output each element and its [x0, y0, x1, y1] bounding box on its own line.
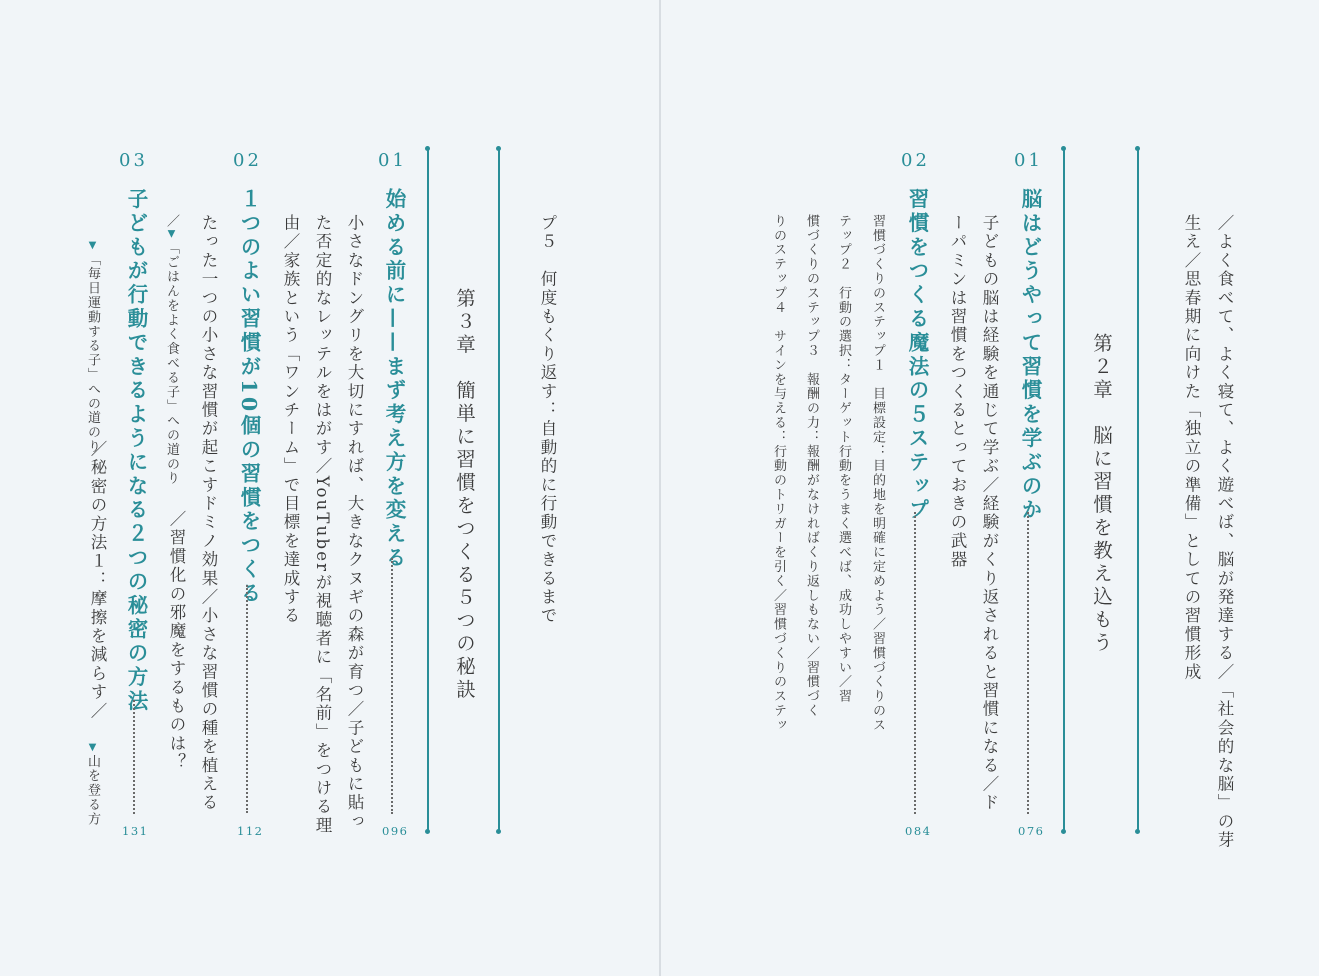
- page-number: 112: [237, 824, 264, 838]
- chapter-divider: [498, 148, 500, 832]
- toc-continuation: プ５ 何度もくり返す：自動的に行動できるまで: [538, 214, 557, 626]
- leader-dots: [391, 558, 393, 814]
- chapter-divider: [1137, 148, 1139, 832]
- chapter-title: 第２章 脳に習慣を教え込もう: [1090, 333, 1113, 655]
- summary-part: 山を登る方: [85, 754, 100, 827]
- left-page: [0, 0, 659, 976]
- section-divider: [1063, 148, 1065, 832]
- section-summary: [161, 214, 181, 486]
- triangle-down-icon: ▼: [87, 240, 98, 253]
- section-number: 01: [378, 150, 407, 171]
- section-title: 脳はどうやって習慣を学ぶのか: [1018, 188, 1042, 523]
- right-page: [661, 0, 1319, 976]
- section-number: 02: [233, 150, 262, 171]
- page-number: 096: [382, 824, 409, 838]
- leader-dots: [914, 512, 916, 814]
- section-number: 02: [901, 150, 930, 171]
- leader-dots: [133, 700, 135, 814]
- triangle-down-icon: ▼: [166, 228, 177, 241]
- section-title: 習慣をつくる魔法の５ステップ: [905, 188, 929, 523]
- section-number: 03: [119, 150, 148, 171]
- section-summary: ／秘密の方法１：摩擦を減らす／: [88, 440, 107, 721]
- section-number: 01: [1014, 150, 1043, 171]
- page-number: 076: [1018, 824, 1045, 838]
- section-divider: [427, 148, 429, 832]
- section-summary: 由／家族という「ワンチーム」で目標を達成する: [281, 214, 300, 626]
- section-summary: 慣づくりのステップ３ 報酬の力：報酬がなければくり返しもない／習慣づく: [804, 214, 819, 718]
- leader-dots: [1027, 512, 1029, 814]
- chapter-title: 第３章 簡単に習慣をつくる５つの秘訣: [453, 288, 476, 702]
- section-title: 始める前に——まず考え方を変える: [382, 188, 406, 571]
- section-title: １つのよい習慣が10個の習慣をつくる: [237, 188, 261, 606]
- section-title: 子どもが行動できるようになる２つの秘密の方法: [124, 188, 148, 714]
- section-summary: ーパミンは習慣をつくるとっておきの武器: [948, 214, 967, 570]
- toc-continuation: ／よく食べて、よく寝て、よく遊べば、脳が発達する／「社会的な脳」の芽: [1215, 214, 1234, 850]
- summary-part: ／: [164, 214, 179, 229]
- page-number: 084: [905, 824, 932, 838]
- section-summary: テップ２ 行動の選択：ターゲット行動をうまく選べば、成功しやすい／習: [836, 214, 851, 704]
- section-summary: [82, 240, 102, 454]
- summary-part: 「毎日運動する子」への道のり: [85, 252, 100, 455]
- section-summary: 子どもの脳は経験を通じて学ぶ／経験がくり返されると習慣になる／ド: [980, 214, 999, 813]
- section-summary: 小さなドングリを大切にすれば、大きなクヌギの森が育つ／子どもに貼っ: [345, 214, 364, 832]
- toc-continuation: 生え／思春期に向けた「独立の準備」としての習慣形成: [1182, 214, 1201, 682]
- section-summary: たった一つの小さな習慣が起こすドミノ効果／小さな習慣の種を植える: [199, 214, 218, 813]
- leader-dots: [246, 585, 248, 813]
- section-summary: た否定的なレッテルをはがす／YouTuberが視聴者に「名前」をつける理: [313, 214, 332, 836]
- section-summary: りのステップ４ サインを与える：行動のトリガーを引く／習慣づくりのステッ: [771, 214, 786, 733]
- section-summary: 習慣づくりのステップ１ 目標設定：目的地を明確に定めよう／習慣づくりのス: [870, 214, 885, 733]
- triangle-down-icon: ▼: [87, 742, 98, 755]
- summary-part: 「ごはんをよく食べる子」への道のり: [164, 240, 179, 486]
- section-summary: ／習慣化の邪魔をするものは？: [167, 510, 186, 772]
- page-number: 131: [122, 824, 149, 838]
- section-summary: [82, 742, 102, 826]
